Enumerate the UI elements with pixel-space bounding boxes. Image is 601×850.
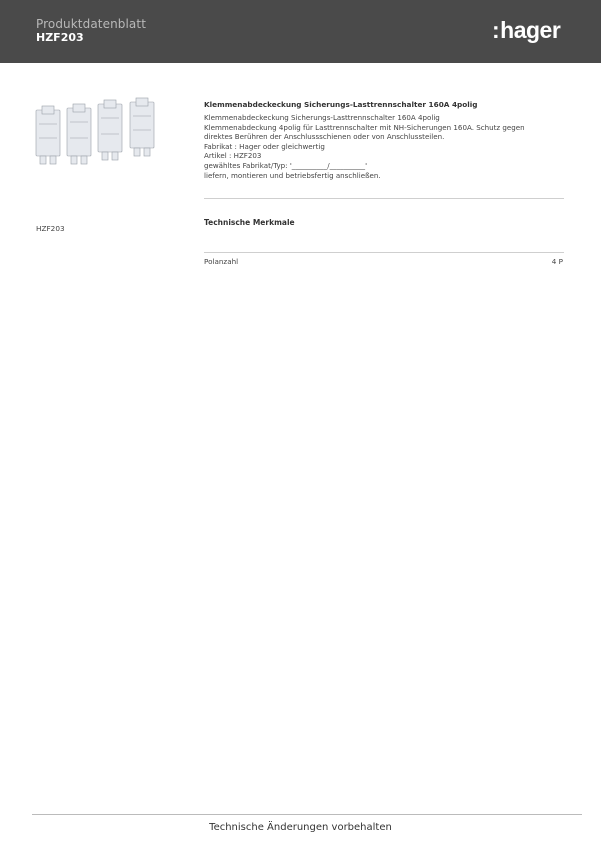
product-description <box>204 113 566 180</box>
feature-value: 4 P <box>551 257 563 266</box>
side-product-code: HZF203 <box>36 224 65 233</box>
description-line: liefern, montieren und betriebsfertig anschließen. <box>204 170 381 180</box>
footer-note: Technische Änderungen vorbehalten <box>209 822 392 833</box>
footer-divider <box>32 814 582 815</box>
description-line: direktes Berühren der Anschlussschienen oder von Anschlussteilen. <box>204 132 445 142</box>
description-line: Fabrikat : Hager oder gleichwertig <box>204 141 325 151</box>
logo-text: hager <box>500 17 561 43</box>
hager-logo: :hager <box>492 17 561 43</box>
features-heading: Technische Merkmale <box>204 218 295 227</box>
feature-name: Polanzahl <box>204 257 239 266</box>
header-band <box>0 0 601 63</box>
description-line: Artikel : HZF203 <box>204 151 262 161</box>
description-line: Klemmenabdeckeckung Sicherungs-Lasttrennschalter 160A 4polig <box>204 113 440 122</box>
divider <box>204 252 564 253</box>
description-line: gewähltes Fabrikat/Typ: '__________/__________' <box>204 160 368 170</box>
product-title: Klemmenabdeckeckung Sicherungs-Lasttrennschalter 160A 4polig <box>204 100 478 109</box>
header-product-code: HZF203 <box>36 31 84 44</box>
divider <box>204 198 564 199</box>
terminal-cover-product-image <box>34 96 162 168</box>
description-line: Klemmenabdeckung 4polig für Lasttrennschalter mit NH-Sicherungen 160A. Schutz gegen <box>204 122 525 132</box>
document-type: Produktdatenblatt <box>36 17 146 31</box>
